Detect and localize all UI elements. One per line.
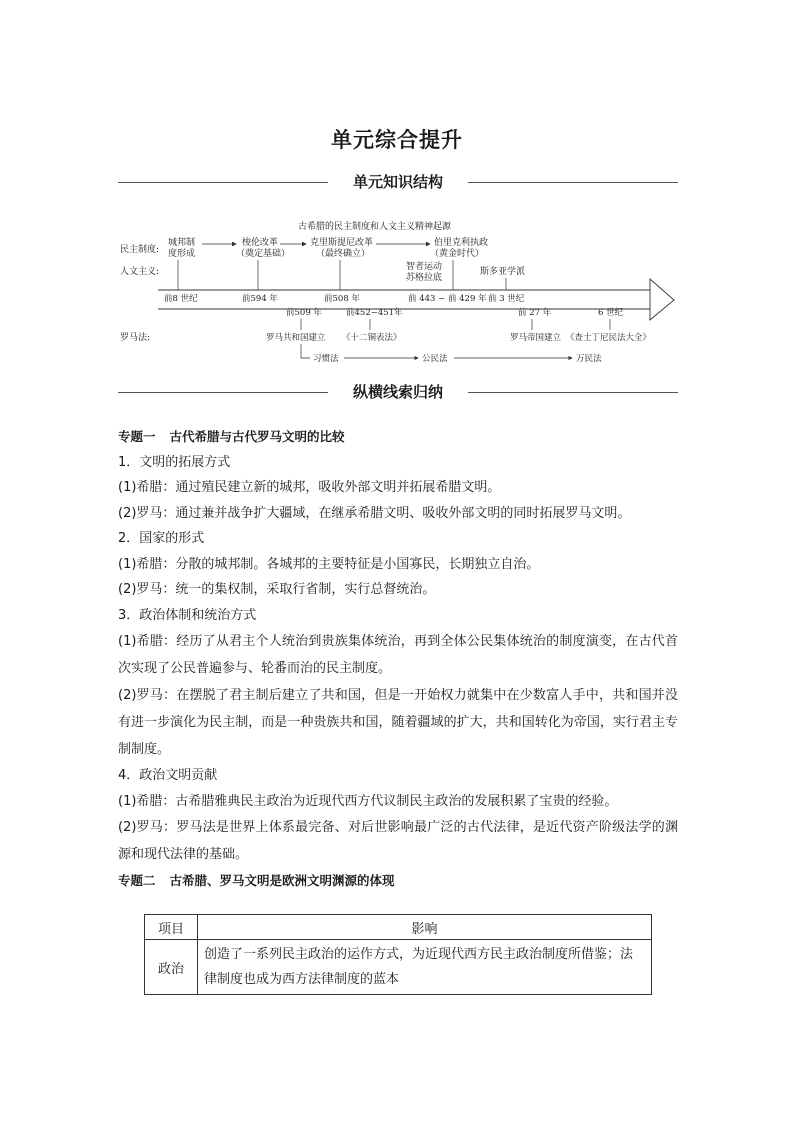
divider: [468, 182, 678, 183]
node-pericles: 伯里克利执政: [434, 238, 489, 248]
knowledge-timeline-diagram: [118, 212, 678, 372]
column-header-impact: 影响: [198, 915, 652, 940]
subheading: 3．政治体制和统治方式: [118, 607, 257, 623]
section-header-clues: [118, 381, 678, 403]
stage-civil-law: 公民法: [422, 354, 448, 364]
table-header-row: [145, 915, 652, 940]
paragraph: (2)罗马：罗马法是世界上体系最完备、对后世影响最广泛的古代法律，是近代资产阶级法学的渊源和现代法律的基础。: [118, 820, 678, 862]
timeline-svg: [118, 212, 678, 372]
summary-content: [118, 424, 678, 894]
year-label: 前452~451年: [346, 308, 403, 318]
paragraph: (2)罗马：通过兼并战争扩大疆域，在继承希腊文明、吸收外部文明的同时拓展罗马文明。: [118, 505, 631, 521]
node-stoics: 斯多亚学派: [480, 267, 526, 277]
node-cleisthenes-2: （最终确立）: [316, 249, 371, 259]
column-header-item: 项目: [145, 915, 198, 940]
event-republic: 罗马共和国建立: [266, 333, 326, 343]
topic-heading: [118, 424, 678, 450]
topic-number: 专题一: [118, 429, 156, 444]
origin-note: 古希腊的民主制度和人文主义精神起源: [298, 222, 452, 232]
impact-table: [144, 914, 652, 995]
label-democracy: 民主制度:: [120, 245, 160, 255]
stage-customary-law: 习惯法: [313, 354, 339, 364]
year-label: 前8 世纪: [164, 294, 198, 304]
connector: [301, 344, 310, 358]
topic-number: 专题二: [118, 873, 156, 888]
row-effect: 创造了一系列民主政治的运作方式，为近现代西方民主政治制度所借鉴；法律制度也成为西方法律制度的蓝本: [198, 940, 652, 995]
year-label: 前 443 ~ 前 429 年: [408, 294, 487, 304]
subheading: 2．国家的形式: [118, 531, 205, 546]
label-humanism: 人文主义:: [120, 267, 160, 277]
node-socrates: 苏格拉底: [406, 273, 443, 283]
topic-heading: [118, 868, 678, 894]
paragraph: (1)希腊：分散的城邦制。各城邦的主要特征是小国寡民，长期独立自治。: [118, 556, 540, 572]
row-item: 政治: [145, 940, 198, 995]
node-city-state: 城邦制: [168, 238, 196, 248]
divider: [468, 392, 678, 393]
page-title: 单元综合提升: [331, 128, 463, 152]
stage-law-of-nations: 万民法: [576, 354, 602, 364]
axis-arrow-head: [650, 279, 674, 320]
paragraph: (1)希腊：通过殖民建立新的城邦，吸收外部文明并拓展希腊文明。: [118, 480, 501, 495]
event-twelve-tables: 《十二铜表法》: [342, 333, 402, 343]
topic-title: 古代希腊与古代罗马文明的比较: [169, 429, 345, 444]
year-label: 前594 年: [242, 294, 278, 304]
paragraph: (2)罗马：统一的集权制，采取行省制，实行总督统治。: [118, 582, 436, 597]
year-label: 前 3 世纪: [488, 294, 525, 304]
year-label: 前508 年: [324, 294, 360, 304]
subheading: 1．文明的拓展方式: [118, 454, 231, 470]
paragraph: (1)希腊：经历了从君主个人统治到贵族集体统治，再到全体公民集体统治的制度演变，在古代首次实现了公民普遍参与、轮番而治的民主制度。: [118, 634, 678, 676]
section-title: 纵横线索归纳: [352, 383, 443, 401]
section-title: 单元知识结构: [352, 173, 443, 191]
node-sophists: 智者运动: [406, 262, 443, 272]
node-pericles-2: （黄金时代）: [430, 249, 485, 259]
node-solon: 梭伦改革: [242, 238, 279, 248]
section-header-structure: [118, 171, 678, 193]
year-label: 6 世纪: [598, 308, 624, 318]
year-label: 前 27 年: [518, 308, 552, 318]
table-row: [145, 940, 652, 995]
node-solon-2: （奠定基础）: [236, 249, 291, 259]
subheading: 4．政治文明贡献: [118, 768, 218, 783]
label-roman-law: 罗马法:: [120, 333, 151, 343]
paragraph: (2)罗马：在摆脱了君主制后建立了共和国，但是一开始权力就集中在少数富人手中，共和国并没有进一步演化为民主制，而是一种贵族共和国，随着疆域的扩大，共和国转化为帝国，实行君主专制制度。: [118, 688, 678, 757]
node-cleisthenes: 克里斯提尼改革: [310, 238, 374, 248]
year-label: 前509 年: [286, 308, 322, 318]
node-city-state-2: 度形成: [168, 249, 196, 259]
event-justinian-code: 《查士丁尼民法大全》: [566, 333, 652, 343]
topic-title: 古希腊、罗马文明是欧洲文明渊源的体现: [169, 873, 395, 888]
paragraph: (1)希腊：古希腊雅典民主政治为近现代西方代议制民主政治的发展积累了宝贵的经验。: [118, 793, 618, 809]
event-empire: 罗马帝国建立: [510, 333, 562, 343]
